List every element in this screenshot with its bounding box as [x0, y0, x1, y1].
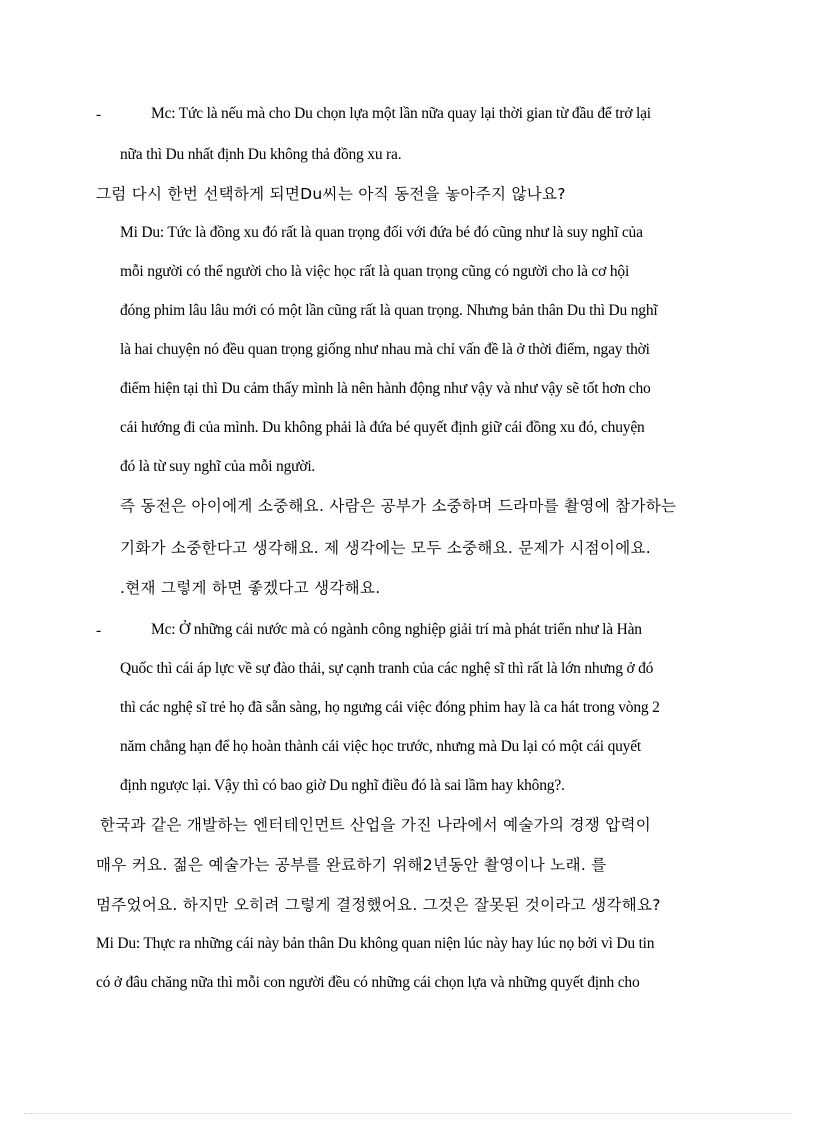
paragraph-line: đóng phim lâu lâu mới có một lần cũng rất là quan trọng. Nhưng bản thân Du thì Du nghĩ: [120, 302, 658, 319]
paragraph-line: đó là từ suy nghĩ của mỗi người.: [120, 458, 316, 475]
list-dash: -: [96, 622, 102, 639]
paragraph-line: là hai chuyện nó đều quan trọng giống như nhau mà chỉ vấn đề là ở thời điểm, ngay thời: [120, 341, 650, 358]
paragraph-line: điểm hiện tại thì Du cảm thấy mình là nên hành động như vậy và như vậy sẽ tốt hơn cho: [120, 380, 651, 397]
korean-line: 매우 커요. 젊은 예술가는 공부를 완료하기 위해2년동안 촬영이나 노래. 를: [96, 856, 607, 874]
paragraph-line: nữa thì Du nhất định Du không thả đồng xu ra.: [120, 146, 402, 163]
paragraph-line: cái hướng đi của mình. Du không phải là đứa bé quyết định giữ cái đồng xu đó, chuyện: [120, 419, 645, 436]
paragraph-line: Quốc thì cái áp lực về sự đào thải, sự cạnh tranh của các nghệ sĩ thì rất là lớn nhưng ở đó: [120, 660, 654, 677]
paragraph-line: Mi Du: Thực ra những cái này bản thân Du không quan niện lúc này hay lúc nọ bởi vì Du tin: [96, 935, 655, 952]
paragraph-line: thì các nghệ sĩ trẻ họ đã sẵn sàng, họ ngưng cái việc đóng phim hay là ca hát trong vòng 2: [120, 699, 660, 716]
page-footer-rule: [24, 1113, 792, 1114]
paragraph-line: mỗi người có thể người cho là việc học rất là quan trọng cũng có người cho là cơ hội: [120, 263, 630, 280]
korean-line: 즉 동전은 아이에게 소중해요. 사람은 공부가 소중하며 드라마를 촬영에 참가하는: [120, 497, 677, 515]
paragraph-line: năm chẳng hạn để họ hoàn thành cái việc học trước, nhưng mà Du lại có một cái quyết: [120, 738, 642, 755]
korean-line: .현재 그렇게 하면 좋겠다고 생각해요.: [120, 579, 381, 597]
paragraph-line: định ngược lại. Vậy thì có bao giờ Du nghĩ điều đó là sai lầm hay không?.: [120, 777, 565, 794]
paragraph-line: Mc: Ở những cái nước mà có ngành công nghiệp giải trí mà phát triển như là Hàn: [151, 621, 642, 638]
korean-line: 그럼 다시 한번 선택하게 되면Du씨는 아직 동전을 놓아주지 않나요?: [96, 185, 566, 203]
korean-line: 기화가 소중한다고 생각해요. 제 생각에는 모두 소중해요. 문제가 시점이에요.: [120, 539, 651, 557]
paragraph-line: Mc: Tức là nếu mà cho Du chọn lựa một lần nữa quay lại thời gian từ đầu để trở lại: [151, 105, 651, 122]
list-dash: -: [96, 106, 102, 123]
paragraph-line: Mi Du: Tức là đồng xu đó rất là quan trọng đối với đứa bé đó cũng như là suy nghĩ của: [120, 224, 643, 241]
paragraph-line: có ở đâu chăng nữa thì mỗi con người đều có những cái chọn lựa và những quyết định cho: [96, 974, 640, 991]
korean-line: 멈주었어요. 하지만 오히려 그렇게 결정했어요. 그것은 잘못된 것이라고 생각해요?: [96, 896, 661, 914]
korean-line: 한국과 같은 개발하는 엔터테인먼트 산업을 가진 나라에서 예술가의 경쟁 압력이: [100, 816, 652, 834]
